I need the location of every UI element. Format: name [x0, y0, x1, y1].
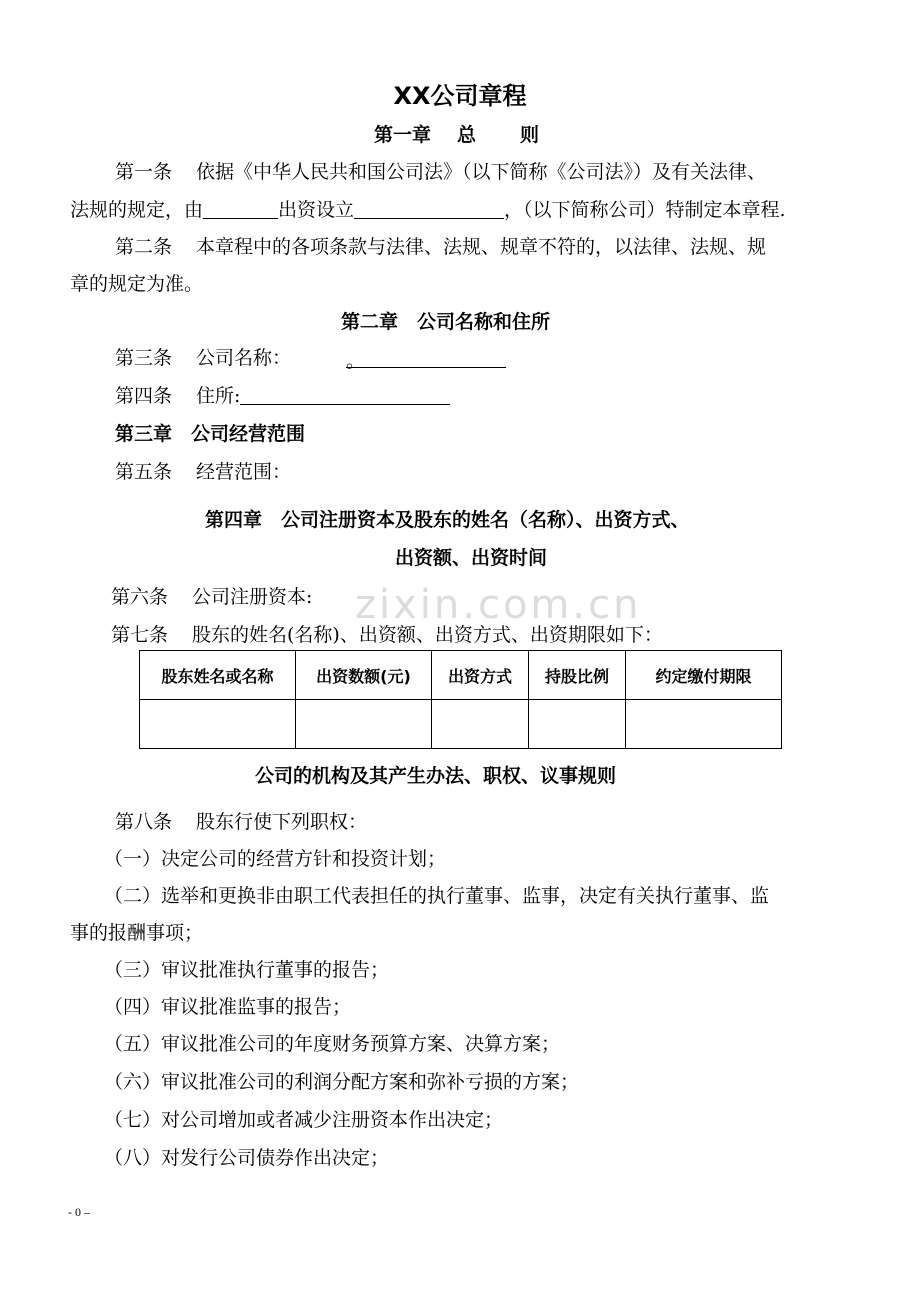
- list-item: （七）对公司增加或者减少注册资本作出决定；: [104, 1109, 504, 1131]
- list-item: （六）审议批准公司的利润分配方案和弥补亏损的方案；: [104, 1071, 580, 1093]
- article-7-line: [111, 621, 663, 649]
- list-item: 事的报酬事项；: [70, 922, 204, 944]
- blank-investor: [203, 198, 278, 219]
- article-1-line-2: [70, 196, 786, 224]
- table-cell: [432, 700, 529, 749]
- list-item: （四）审议批准监事的报告；: [104, 996, 352, 1018]
- article-1-text-2b: 出资设立: [278, 199, 355, 221]
- article-1-line-1: [115, 158, 766, 186]
- chapter-2-heading: 第二章 公司名称和住所: [341, 311, 551, 333]
- blank-address-field: [240, 384, 450, 405]
- table-cell: [626, 700, 782, 749]
- list-item: （二）选举和更换非由职工代表担任的执行董事、监事，决定有关执行董事、监: [104, 885, 770, 907]
- article-5-text: 经营范围：: [196, 461, 292, 483]
- table-cell: [140, 700, 296, 749]
- article-5-line: [115, 458, 291, 486]
- chapter-4-heading-line-1: 第四章 公司注册资本及股东的姓名（名称）、出资方式、: [205, 509, 690, 531]
- list-item: （三）审议批准执行董事的报告；: [104, 959, 390, 981]
- header-share-ratio: 持股比例: [529, 651, 626, 700]
- article-3-label: 第三条: [115, 347, 173, 369]
- list-item: （五）审议批准公司的年度财务预算方案、决算方案；: [104, 1033, 561, 1055]
- document-title: XX公司章程: [393, 82, 527, 110]
- page-number: - 0 –: [68, 1205, 90, 1219]
- header-contribution-amount: 出资数额(元): [296, 651, 432, 700]
- article-1-text-2a: 法规的规定，由: [70, 199, 204, 221]
- article-2-text-1: 本章程中的各项条款与法律、法规、规章不符的，以法律、法规、规: [196, 236, 767, 258]
- blank-company-name-field: [346, 347, 506, 372]
- table-header-row: [140, 651, 782, 700]
- article-4-line: [115, 382, 450, 410]
- article-1-text-2c: ，（以下简称公司）特制定本章程.: [504, 199, 786, 221]
- list-item: （一）决定公司的经营方针和投资计划；: [104, 848, 447, 870]
- chapter-1-heading: [374, 121, 539, 149]
- chapter-1-word-b: 则: [520, 124, 540, 146]
- blank-company-name: [354, 198, 504, 219]
- article-2-line-2: 章的规定为准。: [70, 273, 204, 295]
- watermark: zixin.com.cn: [355, 582, 642, 628]
- header-shareholder-name: 股东姓名或名称: [140, 651, 296, 700]
- article-7-label: 第七条: [111, 624, 169, 646]
- article-3-suffix: 。: [346, 350, 366, 372]
- article-2-line-1: [115, 233, 766, 261]
- header-contribution-method: 出资方式: [432, 651, 529, 700]
- article-8-text: 股东行使下列职权：: [196, 811, 368, 833]
- article-6-line: [111, 583, 312, 611]
- article-6-text: 公司注册资本:: [192, 586, 313, 608]
- list-item: （八）对发行公司债券作出决定；: [104, 1147, 390, 1169]
- table-cell: [529, 700, 626, 749]
- article-7-text: 股东的姓名(名称)、出资额、出资方式、出资期限如下：: [192, 624, 663, 646]
- article-8-label: 第八条: [115, 811, 173, 833]
- article-8-line: [115, 808, 367, 836]
- article-1-text-1: 依据《中华人民共和国公司法》（以下简称《公司法》）及有关法律、: [196, 161, 767, 183]
- table-row: [140, 700, 782, 749]
- article-2-label: 第二条: [115, 236, 173, 258]
- shareholder-table: [139, 650, 782, 749]
- article-3-text: 公司名称：: [196, 347, 292, 369]
- chapter-3-heading: 第三章 公司经营范围: [115, 423, 306, 445]
- article-5-label: 第五条: [115, 461, 173, 483]
- article-1-label: 第一条: [115, 161, 173, 183]
- section-5-heading: 公司的机构及其产生办法、职权、议事规则: [255, 765, 617, 787]
- table-cell: [296, 700, 432, 749]
- chapter-1-number: 第一章: [374, 124, 432, 146]
- header-payment-deadline: 约定缴付期限: [626, 651, 782, 700]
- article-4-text: 住所:: [196, 385, 241, 407]
- article-3-line: [115, 344, 506, 372]
- article-4-label: 第四条: [115, 385, 173, 407]
- chapter-4-heading-line-2: 出资额、出资时间: [395, 547, 548, 569]
- article-6-label: 第六条: [111, 586, 169, 608]
- chapter-1-word-a: 总: [457, 124, 477, 146]
